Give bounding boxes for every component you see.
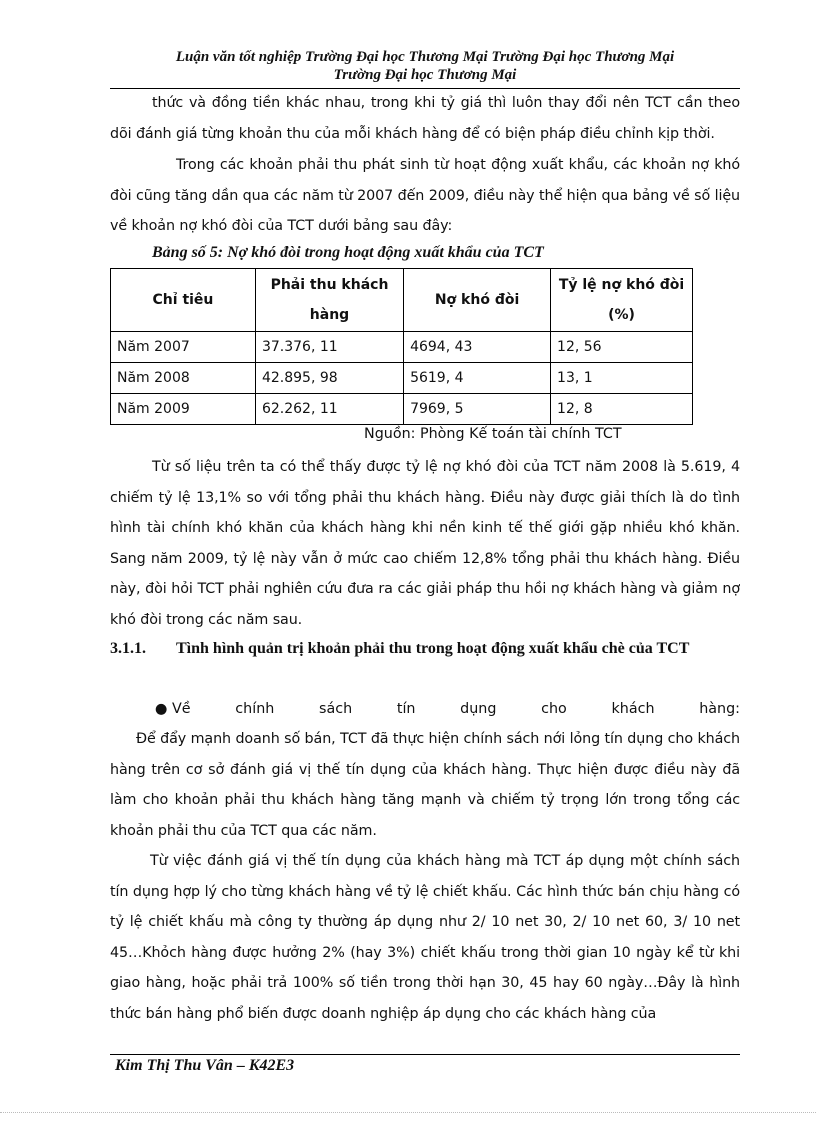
paragraph-3: Từ số liệu trên ta có thể thấy được tỷ lệ nợ khó đòi của TCT năm 2008 là 5.619, 4 chiếm tỷ lệ 13,1% so với tổng phải thu khách hàng. Điều này được giải thích là do tình hình tài chính khó khăn của khách hàng khi nền kinh tế thế giới gặp nhiều khó khăn. Sang năm 2009, tỷ lệ này vẫn ở mức cao chiếm 12,8% tổng phải thu khách hàng. Điều này, đòi hỏi TCT phải nghiên cứu đưa ra các giải pháp thu hồi nợ khách hàng và giảm nợ khó đòi trong các năm sau. (110, 459, 740, 628)
section-number: 3.1.1. (110, 640, 146, 657)
table-caption: Bảng số 5: Nợ khó đòi trong hoạt động xuất khẩu của TCT (152, 244, 544, 261)
table-cell: Năm 2007 (111, 332, 256, 363)
table-cell: 12, 56 (551, 332, 693, 363)
bullet-word: dụng (460, 701, 497, 717)
header-line-2: Trường Đại học Thương Mại (333, 67, 517, 83)
table-cell: 4694, 43 (404, 332, 551, 363)
bullet-icon: ● (155, 701, 168, 717)
bullet-word: tín (396, 701, 416, 717)
table-cell: 12, 8 (551, 394, 693, 425)
table-cell: 62.262, 11 (255, 394, 403, 425)
section-title: Tình hình quản trị khoản phải thu trong hoạt động xuất khẩu chè của TCT (176, 640, 690, 657)
table-row (111, 363, 693, 394)
table-cell: Năm 2008 (111, 363, 256, 394)
bullet-lead (155, 694, 191, 724)
table-cell: Năm 2009 (111, 394, 256, 425)
bullet-word: Về (172, 701, 191, 717)
bullet-word: cho (541, 701, 567, 717)
bullet-word: khách (611, 701, 655, 717)
footer-rule (110, 1054, 740, 1055)
section-heading (110, 634, 740, 664)
page-header (110, 48, 740, 84)
paragraph-5: Từ việc đánh giá vị thế tín dụng của khách hàng mà TCT áp dụng một chính sách tín dụng hợp lý cho từng khách hàng về tỷ lệ chiết khấu. Các hình thức bán chịu hàng có tỷ lệ chiết khấu mà công ty thường áp dụng như 2/ 10 net 30, 2/ 10 net 60, 3/ 10 net 45…Khỏch hàng được hưởng 2% (hay 3%) chiết khấu trong thời gian 10 ngày kể từ khi giao hàng, hoặc phải trả 100% số tiền trong thời hạn 30, 45 hay 60 ngày…Đây là hình thức bán hàng phổ biến được doanh nghiệp áp dụng cho các khách hàng của (110, 853, 740, 1022)
table-cell: 13, 1 (551, 363, 693, 394)
paragraph-2: Trong các khoản phải thu phát sinh từ hoạt động xuất khẩu, các khoản nợ khó đòi cũng tăng dần qua các năm từ 2007 đến 2009, điều này thể hiện qua bảng về số liệu về khoản nợ khó đòi của TCT dưới bảng sau đây: (110, 157, 740, 234)
page-edge-divider (0, 1112, 816, 1113)
table-cell: 42.895, 98 (255, 363, 403, 394)
header-line-1: Luận văn tốt nghiệp Trường Đại học Thương Mại Trường Đại học Thương Mại (175, 49, 675, 65)
bullet-word: chính (235, 701, 275, 717)
bad-debt-table (110, 268, 693, 425)
table-cell: 37.376, 11 (255, 332, 403, 363)
header-cell: Chỉ tiêu (111, 269, 256, 332)
paragraph-1: thức và đồng tiền khác nhau, trong khi tỷ giá thì luôn thay đổi nên TCT cần theo dõi đánh giá từng khoản thu của mỗi khách hàng để có biện pháp điều chỉnh kịp thời. (110, 95, 740, 142)
header-cell: Phải thu khách hàng (255, 269, 403, 332)
table-header-row (111, 269, 693, 332)
header-cell: Tỷ lệ nợ khó đòi (%) (551, 269, 693, 332)
header-cell: Nợ khó đòi (404, 269, 551, 332)
table-row (111, 394, 693, 425)
table-cell: 5619, 4 (404, 363, 551, 394)
bullet-word: hàng: (699, 701, 740, 717)
table-source: Nguồn: Phòng Kế toán tài chính TCT (364, 426, 622, 442)
bullet-word: sách (319, 701, 353, 717)
paragraph-4: Để đẩy mạnh doanh số bán, TCT đã thực hiện chính sách nới lỏng tín dụng cho khách hàng trên cơ sở đánh giá vị thế tín dụng của khách hàng. Thực hiện được điều này đã làm cho khoản phải thu khách hàng tăng mạnh và chiếm tỷ trọng lớn trong tổng các khoản phải thu của TCT qua các năm. (110, 731, 740, 839)
table-cell: 7969, 5 (404, 394, 551, 425)
bullet-item (155, 694, 740, 724)
table-row (111, 332, 693, 363)
page-footer: Kim Thị Thu Vân – K42E3 (115, 1057, 295, 1074)
